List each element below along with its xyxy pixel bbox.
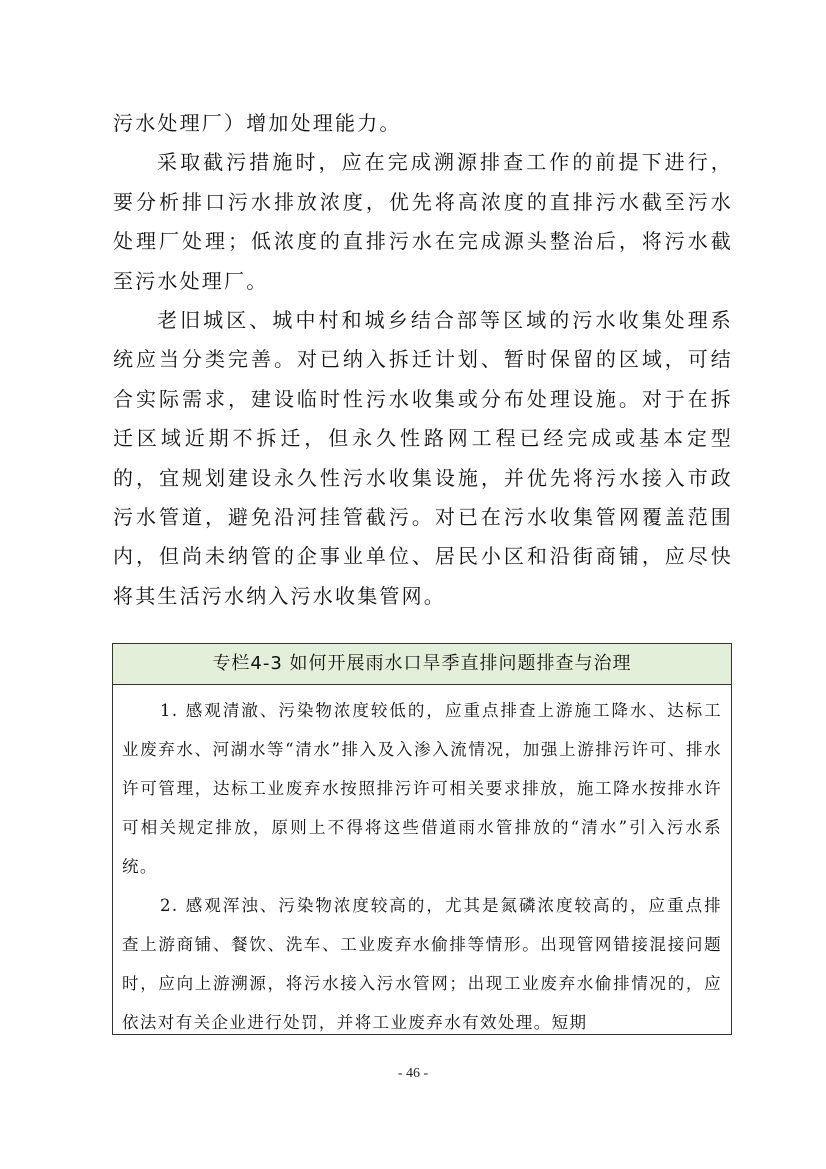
box-title: 专栏4-3 如何开展雨水口旱季直排问题排查与治理 xyxy=(113,644,731,685)
body-paragraph-2: 采取截污措施时，应在完成溯源排查工作的前提下进行，要分析排口污水排放浓度，优先将高浓度的直排污水截至污水处理厂处理；低浓度的直排污水在完成源头整治后，将污水截至污水处理厂。 xyxy=(113,150,733,293)
box-paragraph-2: 2. 感观浑浊、污染物浓度较高的，尤其是氮磷浓度较高的，应重点排查上游商铺、餐饮、洗车、工业废弃水偷排等情形。出现管网错接混接问题时，应向上游溯源，将污水接入污水管网；出现工业废弃水偷排情况的，应依法对有关企业进行处罚，并将工业废弃水有效处理。短期 xyxy=(122,896,722,1032)
body-text xyxy=(113,104,733,616)
sidebar-box xyxy=(112,643,732,1035)
box-paragraph-1: 1. 感观清澈、污染物浓度较低的，应重点排查上游施工降水、达标工业废弃水、河湖水等“清水”排入及入渗入流情况，加强上游排污许可、排水许可管理，达标工业废弃水按照排污许可相关要求排放，施工降水按排水许可相关规定排放，原则上不得将这些借道雨水管排放的“清水”引入污水系统。 xyxy=(122,701,722,876)
page-number: - 46 - xyxy=(397,1066,429,1081)
body-paragraph-1: 污水处理厂）增加处理能力。 xyxy=(113,111,402,135)
box-body xyxy=(113,685,731,1035)
body-paragraph-3: 老旧城区、城中村和城乡结合部等区域的污水收集处理系统应当分类完善。对已纳入拆迁计划、暂时保留的区域，可结合实际需求，建设临时性污水收集或分布处理设施。对于在拆迁区域近期不拆迁，但永久性路网工程已经完成或基本定型的，宜规划建设永久性污水收集设施，并优先将污水接入市政污水管道，避免沿河挂管截污。对已在污水收集管网覆盖范围内，但尚未纳管的企事业单位、居民小区和沿街商铺，应尽快将其生活污水纳入污水收集管网。 xyxy=(113,308,733,608)
